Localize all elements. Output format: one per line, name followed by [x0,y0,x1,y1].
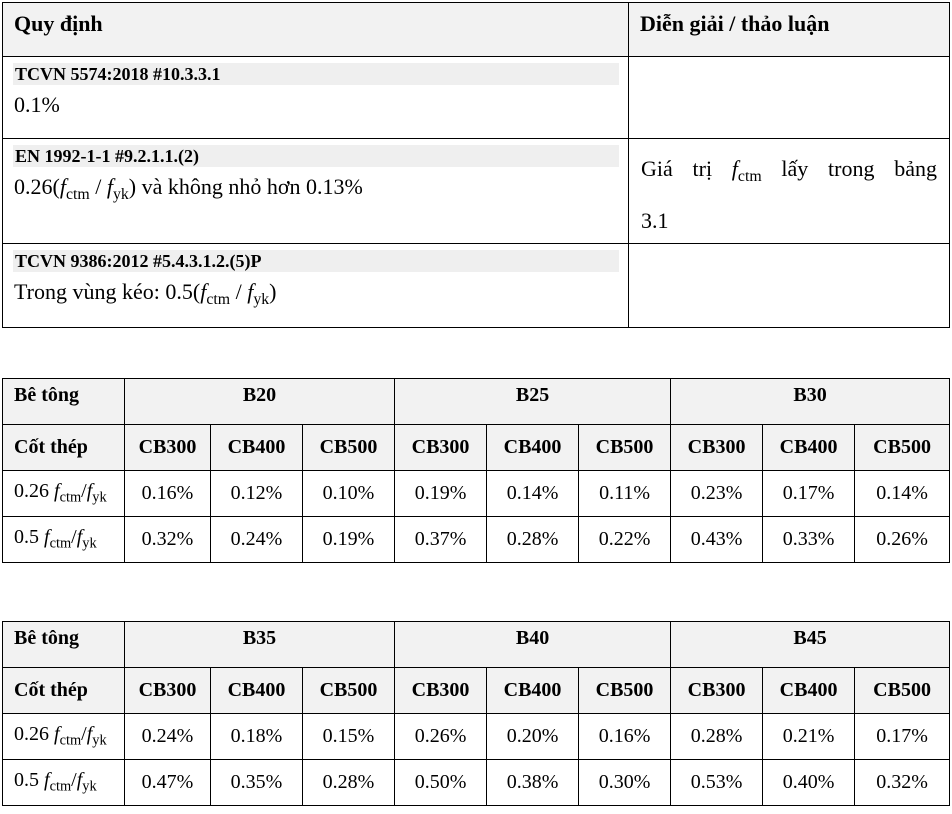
ratio-value: 0.17% [855,714,950,760]
ratio-value: 0.28% [487,517,579,563]
steel-header: CB400 [763,425,855,471]
rule-cell [3,139,629,244]
rule-cell [3,243,629,327]
ratio-row [3,517,950,563]
ratio-value: 0.22% [579,517,671,563]
concrete-label: Bê tông [3,622,125,668]
ratio-value: 0.10% [303,471,395,517]
ratio-value: 0.38% [487,760,579,806]
ratio-value: 0.16% [125,471,211,517]
steel-header: CB500 [303,425,395,471]
ratio-value: 0.19% [303,517,395,563]
ratio-value: 0.24% [125,714,211,760]
ratio-value: 0.18% [211,714,303,760]
grade-header: B20 [125,379,395,425]
steel-header: CB400 [211,425,303,471]
ratio-row [3,471,950,517]
ratio-value: 0.23% [671,471,763,517]
ratio-value: 0.17% [763,471,855,517]
steel-header: CB300 [671,425,763,471]
ratio-value: 0.15% [303,714,395,760]
steel-header-row [3,668,950,714]
ratio-value: 0.26% [855,517,950,563]
formula-label: 0.26 $f_{ctm}/f_{yk}$ [3,714,125,760]
grade-header: B45 [671,622,950,668]
formula-label: 0.5 $f_{ctm}/f_{yk}$ [3,760,125,806]
regulation-requirement: Trong vùng kéo: $0.5(f_{ctm} / f_{yk})$ [14,278,277,308]
note-cell [629,243,950,327]
regulation-code: TCVN 9386:2012 #5.4.3.1.2.(5)P [13,250,619,272]
regulation-code: EN 1992-1-1 #9.2.1.1.(2) [13,145,619,167]
ratio-value: 0.32% [125,517,211,563]
steel-header: CB500 [855,668,950,714]
formula-label: 0.5 $f_{ctm}/f_{yk}$ [3,517,125,563]
steel-header: CB500 [303,668,395,714]
grade-header: B25 [395,379,671,425]
steel-header: CB400 [763,668,855,714]
ratio-value: 0.32% [855,760,950,806]
ratio-value: 0.47% [125,760,211,806]
ratio-value: 0.35% [211,760,303,806]
reinforcement-ratio-table [2,621,950,806]
regulation-code: TCVN 5574:2018 #10.3.3.1 [13,63,619,85]
steel-header: CB300 [125,425,211,471]
regulation-requirement: $0.26(f_{ctm} / f_{yk})$ và không nhỏ hơn 0.13% [14,174,363,203]
ratio-value: 0.24% [211,517,303,563]
steel-header: CB500 [579,668,671,714]
ratio-value: 0.40% [763,760,855,806]
formula-label: 0.26 $f_{ctm}/f_{yk}$ [3,471,125,517]
steel-header: CB300 [671,668,763,714]
steel-header: CB500 [855,425,950,471]
note-cell [629,57,950,139]
ratio-value: 0.12% [211,471,303,517]
ratio-value: 0.20% [487,714,579,760]
ratio-value: 0.50% [395,760,487,806]
regulation-note: Giá trị $f_{ctm}$ lấy trong bảng 3.1 [641,156,937,233]
steel-header: CB300 [125,668,211,714]
reinforcement-ratio-table [2,378,950,563]
steel-header: CB400 [487,425,579,471]
ratio-value: 0.26% [395,714,487,760]
ratio-value: 0.28% [303,760,395,806]
ratio-value: 0.53% [671,760,763,806]
ratio-value: 0.14% [487,471,579,517]
ratio-value: 0.28% [671,714,763,760]
ratio-value: 0.33% [763,517,855,563]
steel-header: CB300 [395,425,487,471]
ratio-value: 0.16% [579,714,671,760]
steel-header: CB400 [487,668,579,714]
steel-label: Cốt thép [3,425,125,471]
regulation-header-row [3,3,950,57]
ratio-value: 0.11% [579,471,671,517]
regulation-row [3,139,950,244]
ratio-row [3,760,950,806]
ratio-value: 0.37% [395,517,487,563]
rule-column-header: Quy định [3,3,629,57]
ratio-row [3,714,950,760]
regulation-table [2,2,950,328]
concrete-label: Bê tông [3,379,125,425]
steel-label: Cốt thép [3,668,125,714]
steel-header-row [3,425,950,471]
ratio-value: 0.30% [579,760,671,806]
steel-header: CB500 [579,425,671,471]
grade-header-row [3,622,950,668]
grade-header-row [3,379,950,425]
regulation-row [3,243,950,327]
note-cell [629,139,950,244]
grade-header: B30 [671,379,950,425]
ratio-value: 0.19% [395,471,487,517]
ratio-value: 0.14% [855,471,950,517]
grade-header: B35 [125,622,395,668]
regulation-row [3,57,950,139]
steel-header: CB300 [395,668,487,714]
grade-header: B40 [395,622,671,668]
regulation-requirement: 0.1% [14,92,60,117]
rule-cell [3,57,629,139]
steel-header: CB400 [211,668,303,714]
notes-column-header: Diễn giải / thảo luận [629,3,950,57]
ratio-value: 0.21% [763,714,855,760]
ratio-value: 0.43% [671,517,763,563]
